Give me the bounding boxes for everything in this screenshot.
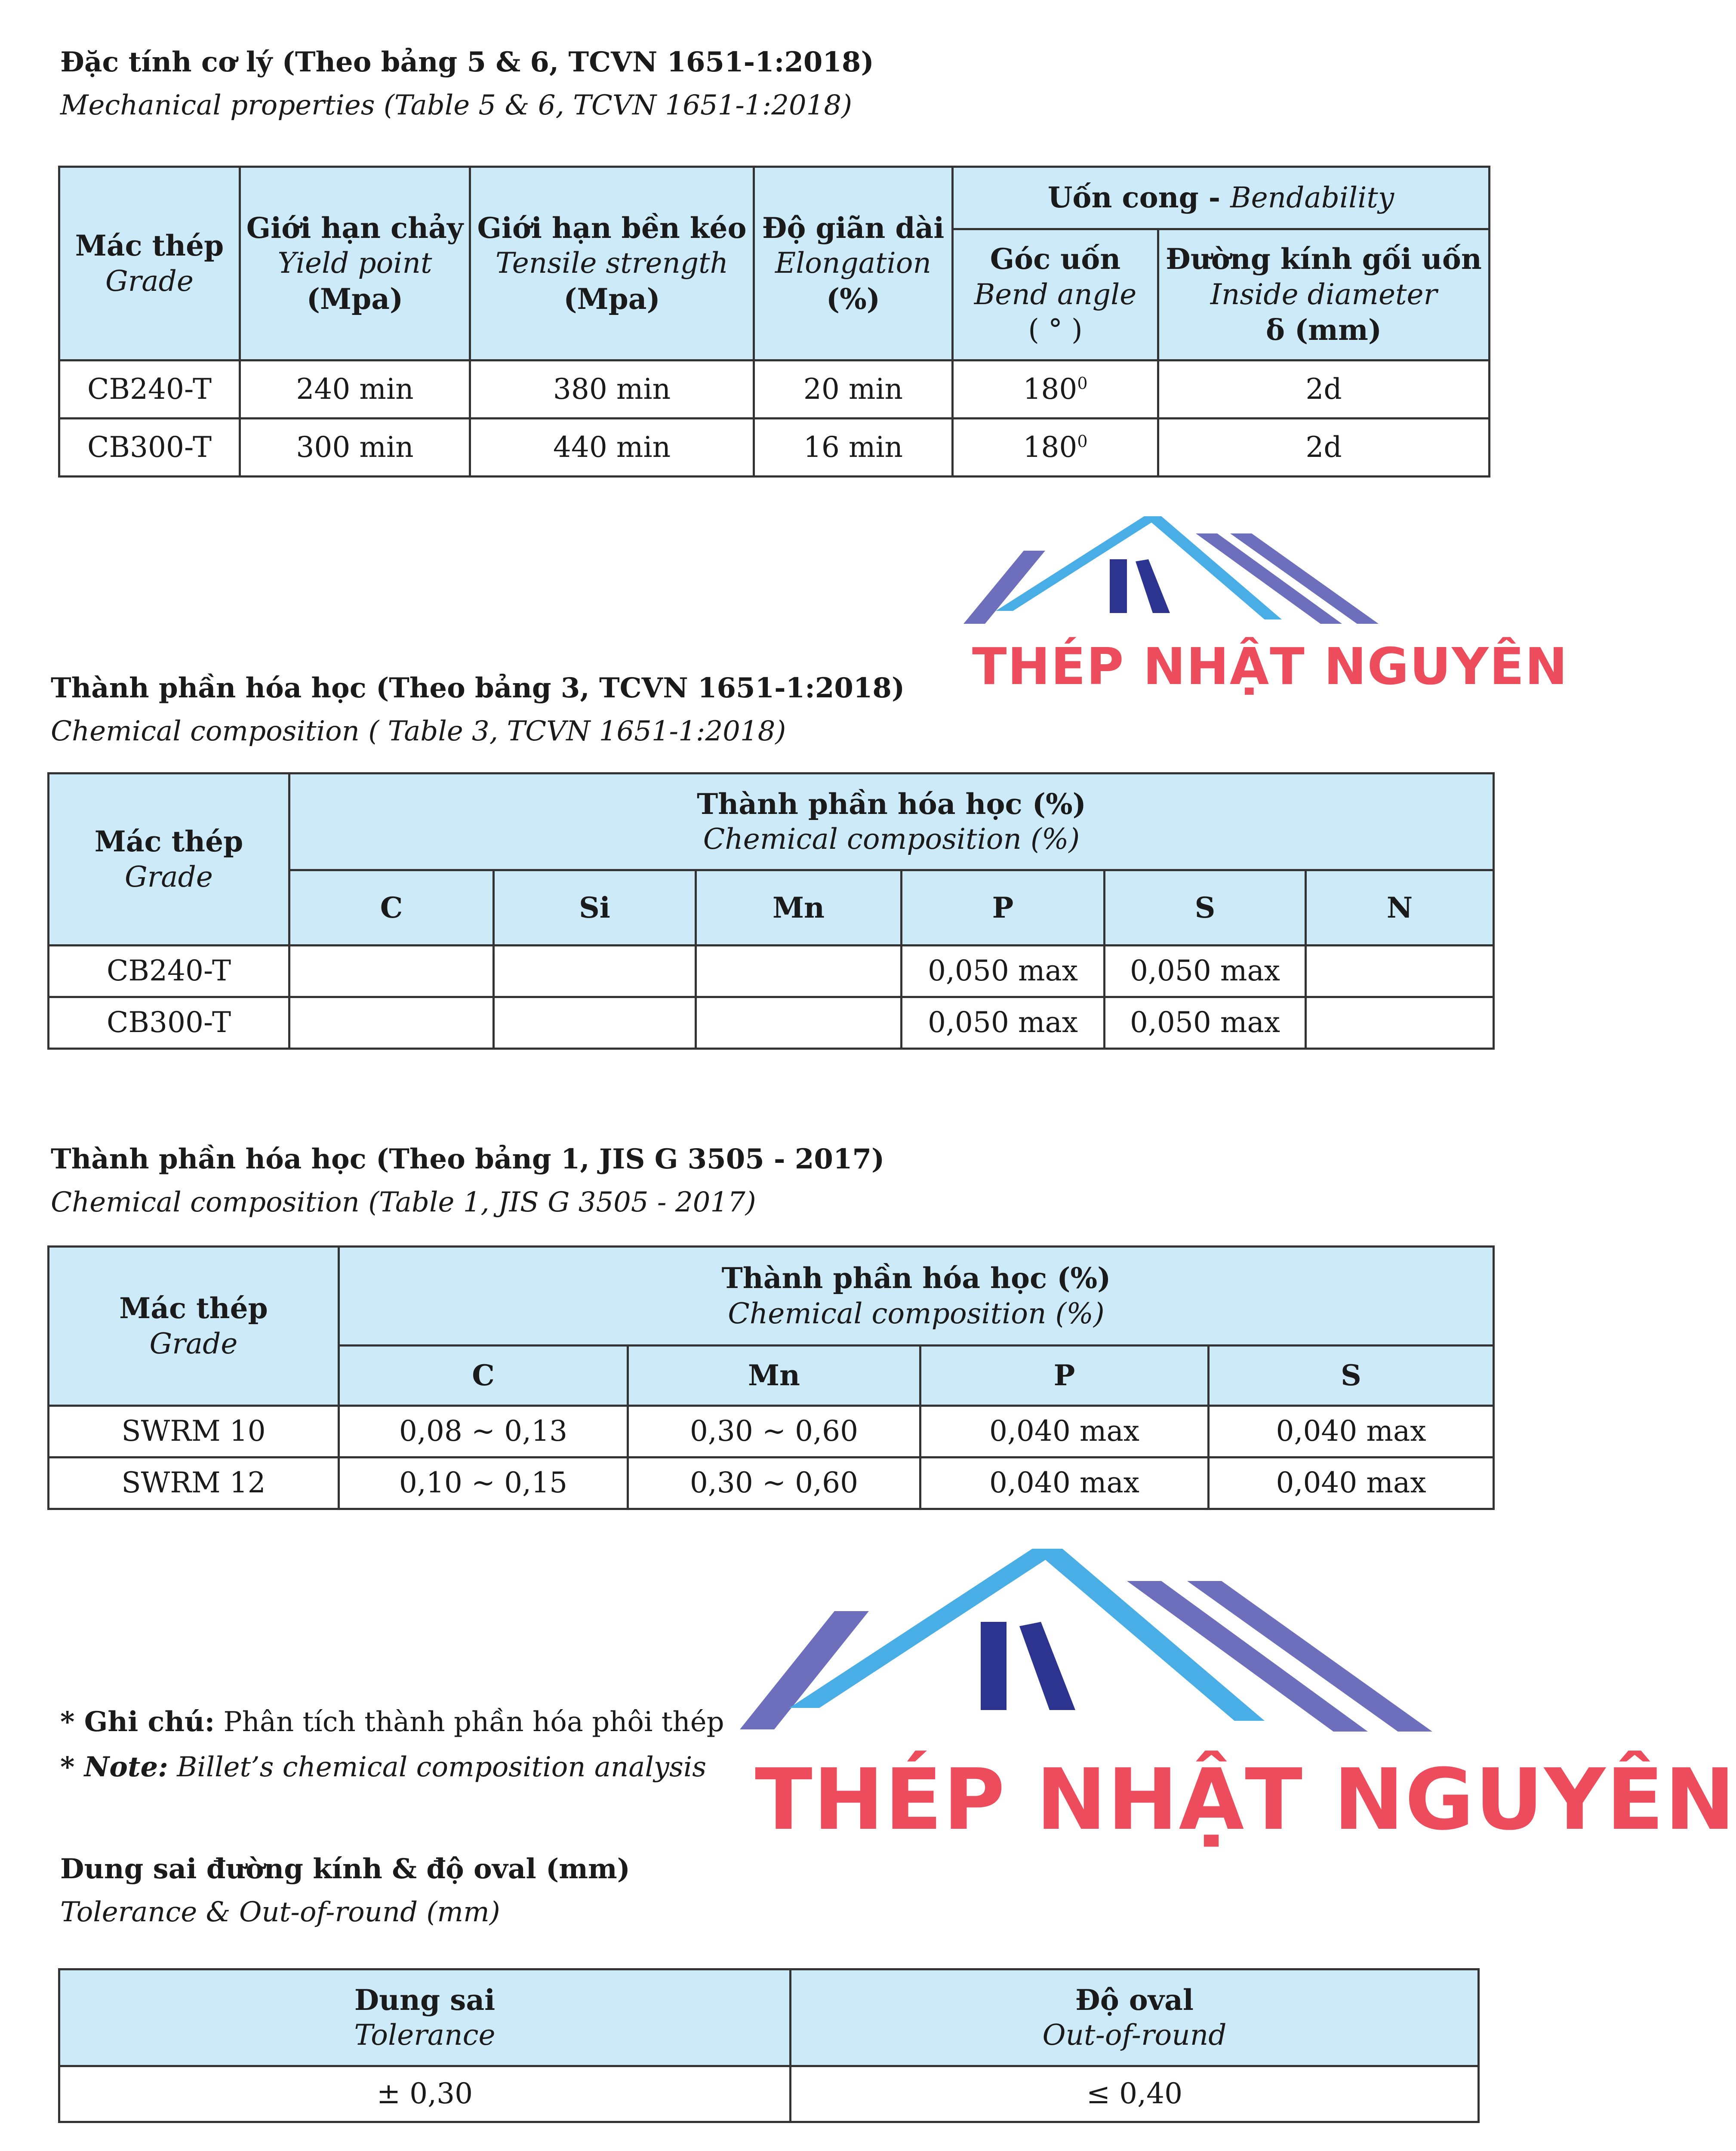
chem-tcvn-section [51, 673, 905, 747]
mechanical-title-vn: Đặc tính cơ lý (Theo bảng 5 & 6, TCVN 1651-1:2018) [60, 46, 874, 78]
cell-tensile: 440 min [470, 419, 754, 477]
header-element: Mn [696, 870, 902, 946]
header-chemical-group: Thành phần hóa học (%) Chemical composition (%) [339, 1247, 1494, 1346]
chem-tcvn-title-vn: Thành phần hóa học (Theo bảng 3, TCVN 1651-1:2018) [51, 672, 905, 704]
cell-value [696, 946, 902, 997]
table-row [49, 946, 1494, 997]
cell-inside-diameter: 2d [1158, 361, 1490, 419]
table-row [59, 361, 1490, 419]
chem-tcvn-table [47, 772, 1495, 1050]
cell-value: 0,050 max [902, 997, 1105, 1049]
cell-grade: CB240-T [59, 361, 240, 419]
tolerance-section [60, 1854, 630, 1928]
table-row [49, 997, 1494, 1049]
header-elongation: Độ giãn dài Elongation (%) [754, 167, 953, 361]
table-row [49, 1458, 1494, 1509]
note-block [60, 1706, 724, 1784]
cell-grade: CB300-T [59, 419, 240, 477]
cell-value [1306, 997, 1494, 1049]
table-row [59, 419, 1490, 477]
header-inside-diameter: Đường kính gối uốn Inside diameter δ (mm) [1158, 229, 1490, 361]
note-en: * Note: Billet’s chemical composition analysis [60, 1750, 707, 1783]
header-element: Mn [628, 1346, 920, 1406]
header-grade: Mác thép Grade [49, 773, 289, 946]
header-grade: Mác thép Grade [49, 1247, 339, 1406]
cell-value [494, 946, 696, 997]
cell-elongation: 16 min [754, 419, 953, 477]
note-vn: * Ghi chú: Phân tích thành phần hóa phôi thép [60, 1706, 724, 1738]
chem-jis-table [47, 1245, 1495, 1510]
cell-grade: CB300-T [49, 997, 289, 1049]
mechanical-table [58, 166, 1490, 478]
cell-value: 0,30 ~ 0,60 [628, 1406, 920, 1458]
header-out-of-round: Độ oval Out-of-round [791, 1969, 1479, 2066]
cell-value [494, 997, 696, 1049]
cell-inside-diameter: 2d [1158, 419, 1490, 477]
chem-tcvn-title-en: Chemical composition ( Table 3, TCVN 1651-1:2018) [51, 715, 786, 748]
header-element: N [1306, 870, 1494, 946]
roof-logo-icon [955, 508, 1411, 641]
cell-yield: 240 min [240, 361, 470, 419]
cell-value [1306, 946, 1494, 997]
logo-text-small: THÉP NHẬT NGUYÊN [972, 637, 1569, 696]
header-element: Si [494, 870, 696, 946]
cell-grade: SWRM 10 [49, 1406, 339, 1458]
header-element: S [1105, 870, 1306, 946]
cell-bend-angle: $180^0$ [953, 419, 1158, 477]
cell-value: 0,08 ~ 0,13 [339, 1406, 628, 1458]
cell-bend-angle: $180^0$ [953, 361, 1158, 419]
cell-value [289, 946, 494, 997]
cell-value: 0,30 ~ 0,60 [628, 1458, 920, 1509]
cell-value: 0,040 max [920, 1458, 1209, 1509]
company-logo-small [955, 508, 1569, 710]
company-logo-large [731, 1540, 1736, 1867]
header-element: C [289, 870, 494, 946]
mechanical-title-en: Mechanical properties (Table 5 & 6, TCVN 1651-1:2018) [60, 89, 853, 122]
chem-jis-title-en: Chemical composition (Table 1, JIS G 3505 - 2017) [51, 1186, 756, 1219]
cell-elongation: 20 min [754, 361, 953, 419]
cell-value: 0,040 max [920, 1406, 1209, 1458]
header-element: P [902, 870, 1105, 946]
cell-value: 0,040 max [1209, 1406, 1494, 1458]
cell-grade: SWRM 12 [49, 1458, 339, 1509]
header-grade: Mác thép Grade [59, 167, 240, 361]
table-row [49, 1406, 1494, 1458]
tolerance-title-vn: Dung sai đường kính & độ oval (mm) [60, 1853, 630, 1885]
mechanical-section [60, 47, 874, 121]
header-element: P [920, 1346, 1209, 1406]
tolerance-title-en: Tolerance & Out-of-round (mm) [60, 1896, 500, 1929]
cell-value: 0,050 max [1105, 997, 1306, 1049]
cell-value [289, 997, 494, 1049]
header-tolerance: Dung sai Tolerance [59, 1969, 791, 2066]
cell-grade: CB240-T [49, 946, 289, 997]
cell-value: 0,10 ~ 0,15 [339, 1458, 628, 1509]
cell-value [696, 997, 902, 1049]
chem-jis-title-vn: Thành phần hóa học (Theo bảng 1, JIS G 3505 - 2017) [51, 1143, 885, 1175]
cell-tolerance: ± 0,30 [59, 2066, 791, 2122]
cell-value: 0,050 max [902, 946, 1105, 997]
chem-jis-section [51, 1144, 884, 1218]
logo-text-large: THÉP NHẬT NGUYÊN [755, 1751, 1736, 1849]
cell-value: 0,050 max [1105, 946, 1306, 997]
cell-out-of-round: ≤ 0,40 [791, 2066, 1479, 2122]
header-chemical-group: Thành phần hóa học (%) Chemical composition (%) [289, 773, 1494, 870]
header-yield: Giới hạn chảy Yield point (Mpa) [240, 167, 470, 361]
header-element: S [1209, 1346, 1494, 1406]
header-tensile: Giới hạn bền kéo Tensile strength (Mpa) [470, 167, 754, 361]
cell-value: 0,040 max [1209, 1458, 1494, 1509]
header-element: C [339, 1346, 628, 1406]
tolerance-table [58, 1968, 1480, 2123]
header-bendability: Uốn cong - Bendability [953, 167, 1490, 229]
roof-logo-icon [731, 1540, 1488, 1755]
cell-yield: 300 min [240, 419, 470, 477]
cell-tensile: 380 min [470, 361, 754, 419]
table-row [59, 2066, 1479, 2122]
header-bend-angle: Góc uốn Bend angle ( ° ) [953, 229, 1158, 361]
